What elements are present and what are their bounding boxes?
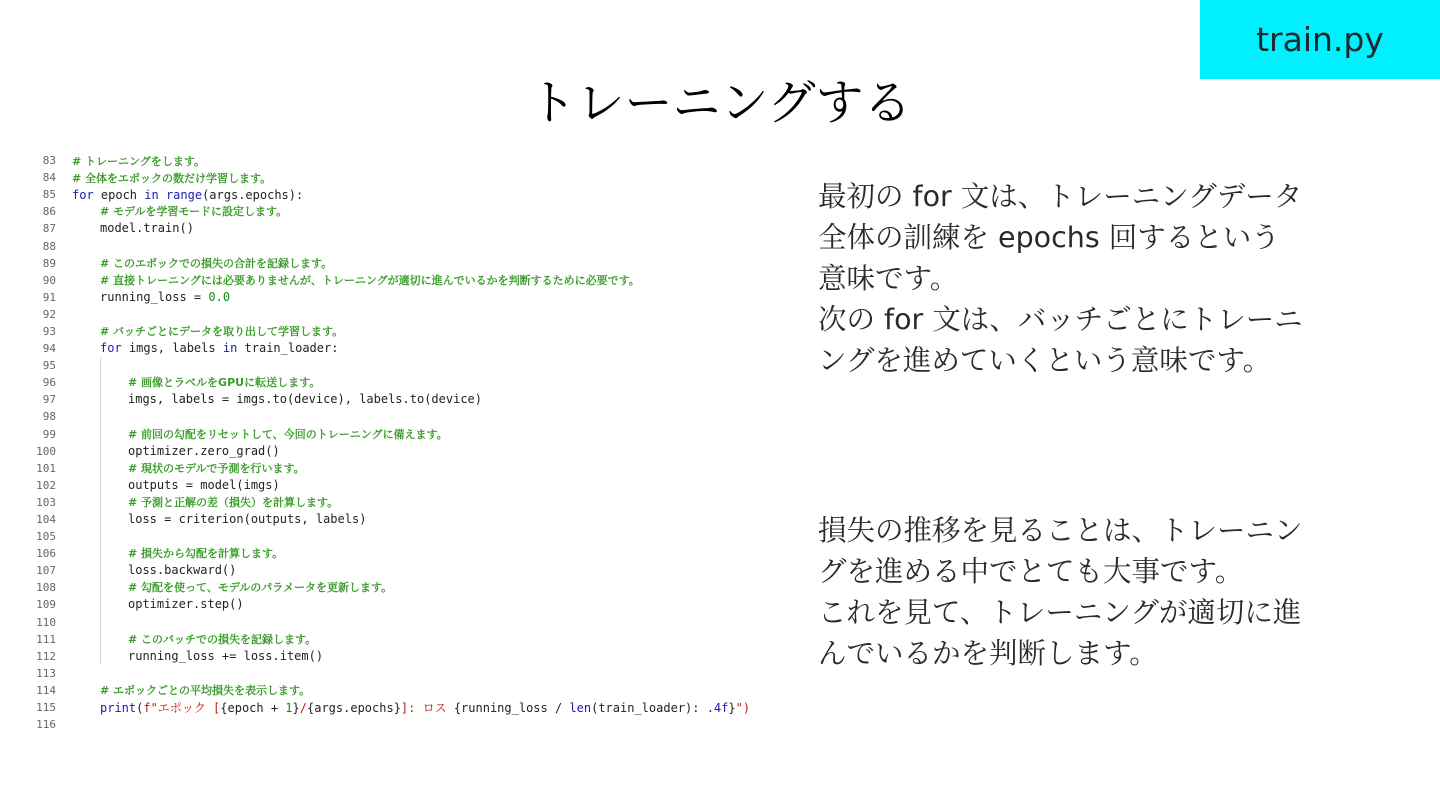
code-line	[18, 237, 798, 254]
code-text	[72, 631, 316, 648]
line-number: 106	[36, 547, 56, 561]
code-token: .4f	[706, 700, 729, 715]
indent-guide	[100, 579, 128, 596]
description-loops: 最初の for 文は、トレーニングデータ 全体の訓練を epochs 回するという 意味です。 次の for 文は、バッチごとにトレーニ ングを進めていくという意味です。	[818, 180, 1303, 377]
indent-guide	[72, 340, 100, 357]
line-number: 85	[42, 188, 56, 202]
line-number: 113	[36, 666, 56, 680]
indent-guide	[72, 648, 100, 665]
code-token: (	[136, 700, 144, 715]
code-line	[18, 682, 798, 699]
code-token: model.train()	[100, 221, 194, 236]
indent-guide	[100, 374, 128, 391]
code-token	[159, 188, 166, 202]
line-number: 109	[36, 598, 56, 612]
line-number: 95	[42, 359, 56, 373]
code-text	[72, 596, 244, 613]
indent-guide	[100, 477, 128, 494]
code-text	[72, 203, 287, 220]
code-line	[18, 579, 798, 596]
code-text	[72, 579, 392, 596]
code-token: f"エポック [	[143, 700, 221, 715]
code-text	[72, 443, 280, 460]
code-line	[18, 477, 798, 494]
code-token: loss = criterion(outputs, labels)	[128, 512, 367, 527]
indent-guide	[72, 374, 100, 391]
code-token: /	[299, 700, 307, 715]
code-token: # 画像とラベルをGPUに転送します。	[128, 376, 321, 390]
code-token: # 損失から勾配を計算します。	[128, 547, 284, 561]
code-token: 0.0	[208, 289, 231, 304]
description-loss: 損失の推移を見ることは、トレーニン グを進める中でとても大事です。 これを見て、トレーニングが適切に進 んでいるかを判断します。	[818, 514, 1303, 670]
line-number: 90	[42, 273, 56, 287]
line-number: 84	[42, 171, 56, 185]
code-text	[72, 494, 338, 511]
line-number: 114	[36, 683, 56, 697]
code-line	[18, 340, 798, 357]
line-number: 116	[36, 718, 56, 732]
line-number: 93	[42, 324, 56, 338]
code-token: {epoch +	[220, 700, 286, 715]
indent-guide	[72, 579, 100, 596]
code-text	[72, 255, 332, 272]
code-text	[72, 408, 128, 425]
code-line	[18, 545, 798, 562]
line-number: 105	[36, 530, 56, 544]
code-token: running_loss += loss.item()	[128, 648, 324, 663]
code-token: # 勾配を使って、モデルのパラメータを更新します。	[128, 581, 393, 595]
code-line	[18, 203, 798, 220]
line-number: 86	[42, 205, 56, 219]
line-number: 100	[36, 444, 56, 458]
code-line	[18, 152, 798, 169]
code-token: train_loader:	[237, 341, 339, 356]
line-number: 108	[36, 581, 56, 595]
code-line	[18, 426, 798, 443]
line-number: 107	[36, 564, 56, 578]
line-number: 98	[42, 410, 56, 424]
code-token: for	[100, 341, 122, 356]
code-token: (args.epochs):	[202, 187, 304, 202]
code-text	[72, 237, 100, 254]
code-token: # 前回の勾配をリセットして、今回のトレーニングに備えます。	[128, 427, 448, 441]
indent-guide	[72, 237, 100, 254]
line-number: 92	[42, 307, 56, 321]
code-line	[18, 306, 798, 323]
code-token: imgs, labels = imgs.to(device), labels.to(device)	[128, 392, 483, 407]
code-line	[18, 511, 798, 528]
code-line	[18, 528, 798, 545]
indent-guide	[100, 391, 128, 408]
code-token: }	[292, 700, 300, 715]
indent-guide	[72, 426, 100, 443]
indent-guide	[72, 665, 100, 682]
code-token: range	[165, 187, 203, 202]
indent-guide	[72, 699, 100, 716]
code-text	[72, 357, 128, 374]
filename-label: train.py	[1256, 20, 1384, 59]
indent-guide	[72, 203, 100, 220]
indent-guide	[100, 426, 128, 443]
code-token: outputs = model(imgs)	[128, 477, 280, 492]
line-number: 94	[42, 342, 56, 356]
code-token: for	[72, 187, 94, 202]
code-line	[18, 323, 798, 340]
code-token: {running_loss /	[453, 700, 570, 715]
code-line	[18, 443, 798, 460]
code-line	[18, 220, 798, 237]
code-token: loss.backward()	[128, 563, 237, 578]
code-line	[18, 374, 798, 391]
code-token: (train_loader):	[591, 700, 707, 715]
line-number: 112	[36, 649, 56, 663]
code-text	[72, 153, 205, 169]
code-line	[18, 562, 798, 579]
indent-guide	[100, 357, 128, 374]
indent-guide	[100, 596, 128, 613]
code-text	[72, 374, 320, 391]
code-text	[72, 477, 280, 494]
indent-guide	[72, 528, 100, 545]
indent-guide	[72, 562, 100, 579]
code-line	[18, 494, 798, 511]
code-line	[18, 665, 798, 682]
code-token: print	[100, 700, 137, 715]
line-number: 88	[42, 239, 56, 253]
line-number: 102	[36, 478, 56, 492]
code-token: in	[144, 187, 159, 202]
code-text	[72, 426, 448, 443]
code-token: # エポックごとの平均損失を表示します。	[100, 683, 311, 697]
line-number: 101	[36, 461, 56, 475]
line-number: 99	[42, 427, 56, 441]
code-line	[18, 186, 798, 203]
indent-guide	[72, 614, 100, 631]
indent-guide	[72, 306, 100, 323]
code-line	[18, 460, 798, 477]
indent-guide	[72, 357, 100, 374]
indent-guide	[72, 545, 100, 562]
code-text	[72, 289, 230, 306]
code-line	[18, 408, 798, 425]
code-line	[18, 631, 798, 648]
code-text	[72, 323, 343, 340]
code-line	[18, 255, 798, 272]
line-number: 91	[42, 290, 56, 304]
code-text	[72, 220, 194, 237]
code-token: len	[569, 700, 592, 715]
code-text	[72, 682, 310, 699]
code-line	[18, 289, 798, 306]
indent-guide	[72, 408, 100, 425]
slide-title: トレーニングする	[528, 75, 912, 131]
code-token: # 直接トレーニングには必要ありませんが、トレーニングが適切に進んでいるかを判断するために必要です。	[100, 273, 640, 287]
line-number: 115	[36, 701, 56, 715]
indent-guide	[72, 443, 100, 460]
indent-guide	[72, 682, 100, 699]
line-number: 104	[36, 513, 56, 527]
code-token: 1	[285, 700, 293, 715]
code-token: in	[222, 341, 238, 356]
code-token: ")	[735, 700, 751, 715]
indent-guide	[72, 391, 100, 408]
code-line	[18, 699, 798, 716]
line-number: 97	[42, 393, 56, 407]
indent-guide	[100, 408, 128, 425]
code-text	[72, 562, 236, 579]
code-text	[72, 188, 303, 202]
line-number: 111	[36, 632, 56, 646]
indent-guide	[100, 511, 128, 528]
code-text	[72, 272, 640, 289]
code-text	[72, 648, 323, 665]
code-token: optimizer.zero_grad()	[128, 443, 280, 458]
indent-guide	[100, 631, 128, 648]
code-token: ]: ロス	[400, 700, 454, 715]
code-token: # このバッチでの損失を記録します。	[128, 632, 317, 646]
code-token: optimizer.step()	[128, 597, 244, 612]
indent-guide	[72, 255, 100, 272]
code-line	[18, 391, 798, 408]
code-text	[72, 460, 305, 477]
code-text	[72, 306, 100, 323]
line-number: 96	[42, 376, 56, 390]
code-text	[72, 528, 128, 545]
code-token: # 現状のモデルで予測を行います。	[128, 461, 305, 475]
code-text	[72, 391, 482, 408]
code-line	[18, 614, 798, 631]
code-token: running_loss =	[100, 289, 209, 304]
code-token: # バッチごとにデータを取り出して学習します。	[100, 324, 344, 338]
indent-guide	[72, 631, 100, 648]
code-token: # このエポックでの損失の合計を記録します。	[100, 256, 333, 270]
indent-guide	[72, 494, 100, 511]
code-token: imgs, labels	[121, 341, 223, 356]
code-token: epoch	[93, 187, 145, 202]
line-number: 87	[42, 222, 56, 236]
indent-guide	[100, 614, 128, 631]
code-token: # 予測と正解の差（損失）を計算します。	[128, 495, 339, 509]
indent-guide	[100, 443, 128, 460]
code-line	[18, 357, 798, 374]
code-token: # 全体をエポックの数だけ学習します。	[72, 171, 272, 185]
indent-guide	[100, 648, 128, 665]
code-line	[18, 596, 798, 613]
line-number: 83	[42, 154, 56, 168]
code-line	[18, 648, 798, 665]
line-number: 110	[36, 615, 56, 629]
code-text	[72, 170, 271, 186]
code-text	[72, 511, 366, 528]
indent-guide	[72, 596, 100, 613]
code-token: # トレーニングをします。	[72, 154, 205, 168]
line-number: 89	[42, 256, 56, 270]
indent-guide	[72, 460, 100, 477]
code-token: # モデルを学習モードに設定します。	[100, 205, 288, 219]
code-line	[18, 716, 798, 733]
code-text	[72, 665, 100, 682]
indent-guide	[100, 528, 128, 545]
code-text	[72, 340, 338, 357]
indent-guide	[100, 494, 128, 511]
code-token: }	[728, 700, 736, 715]
indent-guide	[72, 272, 100, 289]
indent-guide	[100, 545, 128, 562]
code-text	[72, 699, 750, 717]
indent-guide	[72, 511, 100, 528]
indent-guide	[72, 477, 100, 494]
code-text	[72, 614, 128, 631]
line-number: 103	[36, 495, 56, 509]
code-line	[18, 272, 798, 289]
indent-guide	[72, 289, 100, 306]
code-text	[72, 545, 283, 562]
code-token: {args.epochs}	[307, 700, 401, 715]
indent-guide	[72, 323, 100, 340]
code-listing	[18, 152, 798, 770]
indent-guide	[100, 562, 128, 579]
indent-guide	[100, 460, 128, 477]
code-line	[18, 169, 798, 186]
indent-guide	[72, 220, 100, 237]
